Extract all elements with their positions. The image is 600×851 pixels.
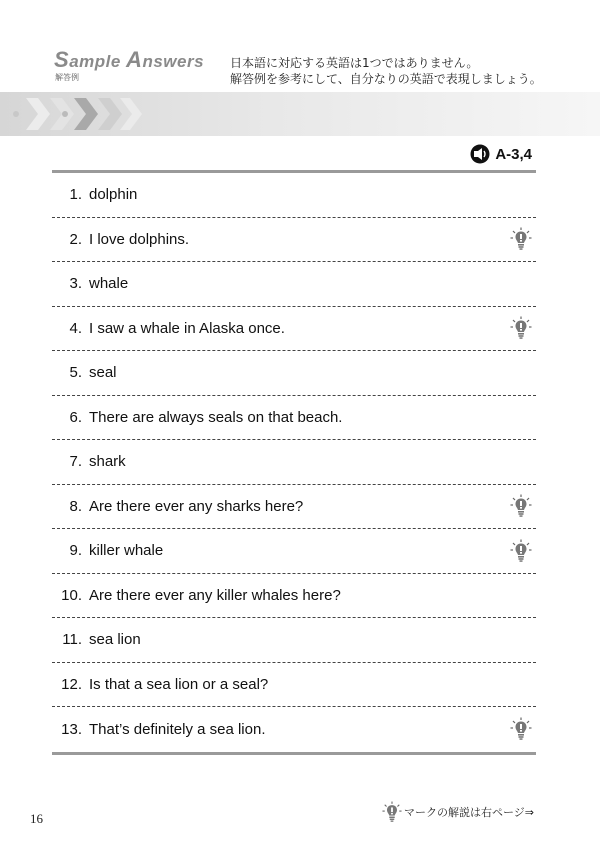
instruction-line: 日本語に対応する英語は1つではありません。 (230, 56, 479, 70)
item-number: 5. (69, 364, 82, 382)
lightbulb-icon (510, 494, 532, 518)
list-item (52, 173, 536, 218)
lightbulb-icon (510, 717, 532, 741)
item-text: Are there ever any sharks here? (89, 497, 304, 515)
item-text: That’s definitely a sea lion. (89, 720, 266, 738)
answer-list (52, 173, 536, 752)
item-number: 2. (69, 230, 82, 248)
audio-track[interactable] (470, 144, 532, 164)
item-number: 13. (61, 720, 82, 738)
list-item (52, 262, 536, 307)
lightbulb-icon (382, 801, 402, 823)
list-item (52, 663, 536, 708)
title-subtitle: 解答例 (55, 73, 79, 82)
item-number: 12. (61, 675, 82, 693)
item-number: 1. (69, 186, 82, 204)
item-text: seal (89, 364, 117, 382)
audio-track-label: A-3,4 (495, 145, 532, 163)
item-number: 10. (61, 586, 82, 604)
item-text: I love dolphins. (89, 230, 190, 248)
list-item (52, 529, 536, 574)
item-number: 4. (69, 319, 82, 337)
footer-note-text: マークの解説は右ページ⇒ (404, 806, 534, 819)
list-item (52, 440, 536, 485)
item-text: dolphin (89, 186, 138, 204)
lightbulb-icon (510, 316, 532, 340)
list-item (52, 396, 536, 441)
instructions (230, 55, 542, 87)
speaker-icon[interactable] (470, 144, 492, 164)
list-item (52, 351, 536, 396)
item-number: 3. (69, 275, 82, 293)
list-bottom-rule (52, 752, 536, 755)
item-text: I saw a whale in Alaska once. (89, 319, 285, 337)
list-item (52, 574, 536, 619)
lightbulb-icon (510, 539, 532, 563)
item-text: sea lion (89, 631, 141, 649)
sample-answers-title: Sample Answers (54, 47, 205, 72)
item-number: 8. (69, 497, 82, 515)
item-text: Is that a sea lion or a seal? (89, 675, 269, 693)
item-text: There are always seals on that beach. (89, 408, 343, 426)
footer-note (382, 801, 534, 823)
list-item (52, 618, 536, 663)
instruction-line: 解答例を参考にして、自分なりの英語で表現しましょう。 (230, 72, 542, 86)
list-item (52, 707, 536, 752)
item-number: 7. (69, 453, 82, 471)
item-text: whale (89, 275, 129, 293)
chevron-decoration (10, 92, 150, 136)
page-number: 16 (30, 811, 43, 826)
item-text: killer whale (89, 542, 164, 560)
list-item (52, 485, 536, 530)
list-item (52, 307, 536, 352)
item-number: 9. (69, 542, 82, 560)
item-number: 6. (69, 408, 82, 426)
list-item (52, 218, 536, 263)
lightbulb-icon (510, 227, 532, 251)
item-number: 11. (62, 631, 82, 649)
item-text: Are there ever any killer whales here? (89, 586, 341, 604)
item-text: shark (89, 453, 126, 471)
